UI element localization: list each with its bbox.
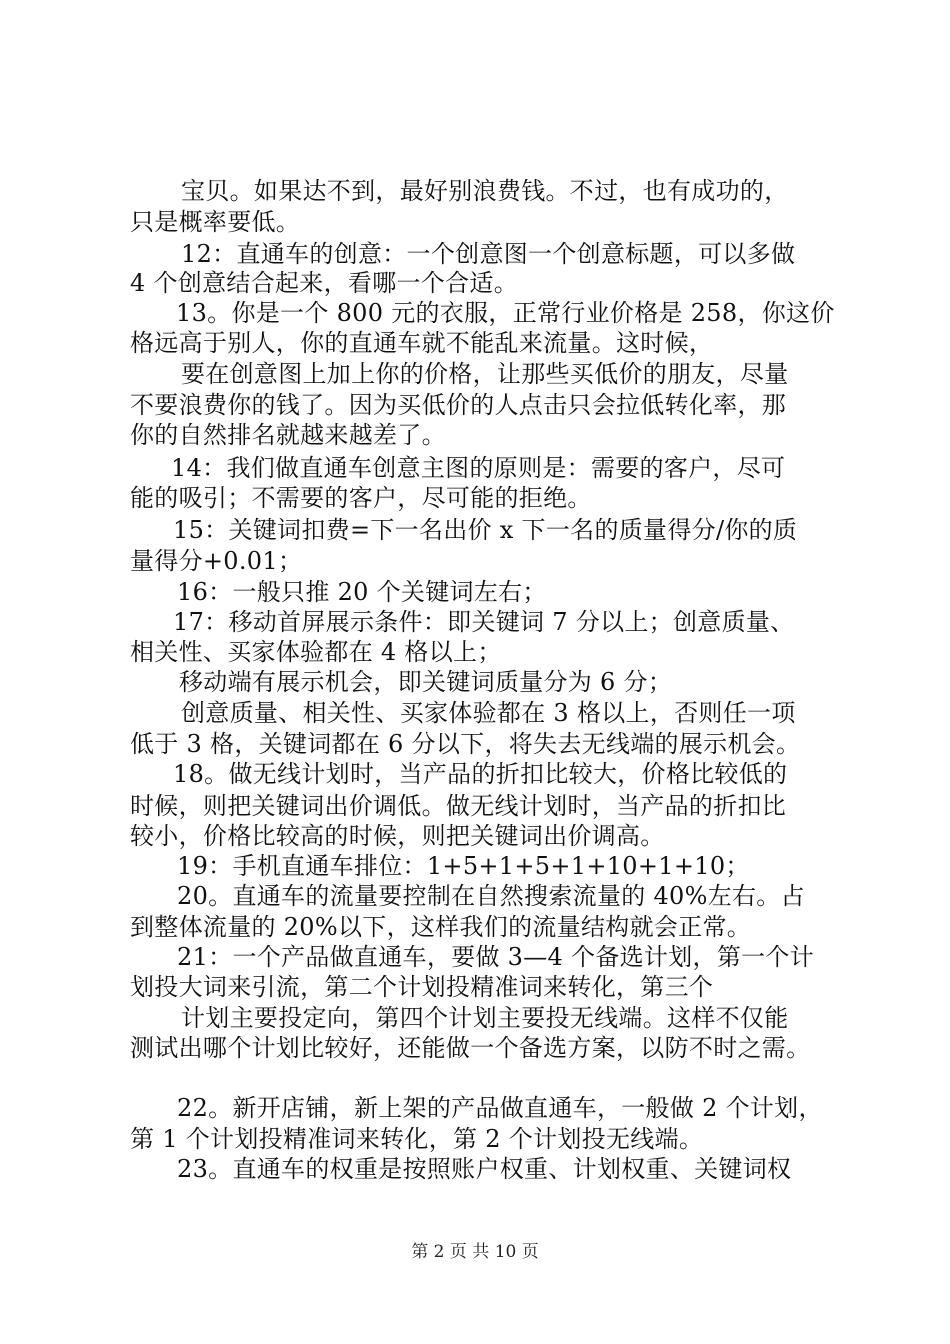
text-line: 低于 3 格，关键词都在 6 分以下，将失去无线端的展示机会。 <box>130 730 801 758</box>
text-line: 量得分+0.01； <box>130 547 303 575</box>
text-line: 创意质量、相关性、买家体验都在 3 格以上，否则任一项 <box>181 699 796 727</box>
text-line: 22。新开店铺，新上架的产品做直通车，一般做 2 个计划， <box>177 1094 823 1122</box>
page-number-footer: 第 2 页 共 10 页 <box>411 1242 539 1262</box>
text-line: 划投大词来引流，第二个计划投精准词来转化，第三个 <box>130 973 714 1001</box>
text-line: 能的吸引；不需要的客户，尽可能的拒绝。 <box>130 484 592 512</box>
text-line: 只是概率要低。 <box>130 208 301 236</box>
text-line: 14：我们做直通车创意主图的原则是：需要的客户，尽可 <box>171 454 786 482</box>
text-line: 相关性、买家体验都在 4 格以上； <box>130 638 502 666</box>
text-line: 要在创意图上加上你的价格，让那些买低价的朋友，尽量 <box>181 360 789 388</box>
text-line: 不要浪费你的钱了。因为买低价的人点击只会拉低转化率，那 <box>130 391 787 419</box>
text-line: 较小，价格比较高的时候，则把关键词出价调高。 <box>130 822 665 850</box>
text-line: 18。做无线计划时，当产品的折扣比较大，价格比较低的 <box>173 760 788 788</box>
text-line: 23。直通车的权重是按照账户权重、计划权重、关键词权 <box>177 1155 792 1183</box>
text-line: 到整体流量的 20%以下，这样我们的流量结构就会正常。 <box>130 913 752 941</box>
text-line: 格远高于别人，你的直通车就不能乱来流量。这时候， <box>130 329 714 357</box>
text-line: 12：直通车的创意：一个创意图一个创意标题，可以多做 <box>181 240 796 268</box>
text-line: 测试出哪个计划比较好，还能做一个备选方案，以防不时之需。 <box>130 1034 811 1062</box>
text-line: 计划主要投定向，第四个计划主要投无线端。这样不仅能 <box>181 1004 789 1032</box>
text-line: 移动端有展示机会，即关键词质量分为 6 分； <box>179 668 673 696</box>
text-line: 20。直通车的流量要控制在自然搜索流量的 40%左右。占 <box>177 882 805 910</box>
text-line: 21：一个产品做直通车，要做 3—4 个备选计划，第一个计 <box>177 943 815 971</box>
text-line: 17：移动首屏展示条件：即关键词 7 分以上；创意质量、 <box>173 608 795 636</box>
text-line: 4 个创意结合起来，看哪一个合适。 <box>130 269 518 297</box>
text-line: 你的自然排名就越来越差了。 <box>130 421 446 449</box>
text-line: 宝贝。如果达不到，最好别浪费钱。不过，也有成功的， <box>181 177 789 205</box>
text-line: 第 1 个计划投精准词来转化，第 2 个计划投无线端。 <box>130 1125 704 1153</box>
text-line: 16：一般只推 20 个关键词左右； <box>177 578 547 606</box>
text-line: 15：关键词扣费=下一名出价 x 下一名的质量得分/你的质 <box>173 516 798 544</box>
text-line: 13。你是一个 800 元的衣服，正常行业价格是 258，你这价 <box>176 299 835 327</box>
text-line: 时候，则把关键词出价调低。做无线计划时，当产品的折扣比 <box>130 792 787 820</box>
text-line: 19：手机直通车排位：1+5+1+5+1+10+1+10； <box>177 852 750 880</box>
